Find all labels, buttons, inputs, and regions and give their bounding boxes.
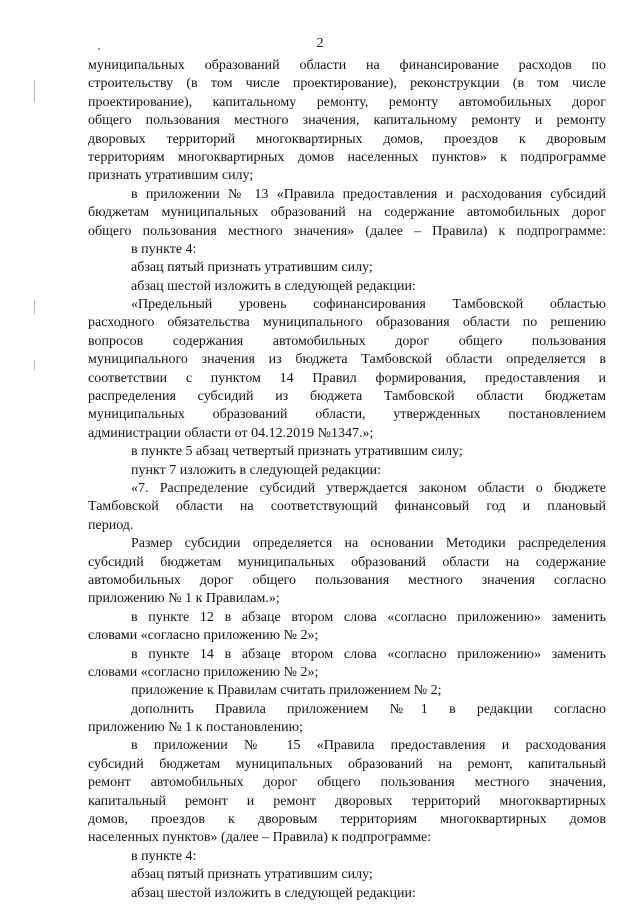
text-line: в пункте 4: — [131, 241, 197, 257]
text-line: в пункте 12 в абзаце втором слова «согласно приложению» заменить — [131, 609, 606, 625]
text-line: муниципального значения из бюджета Тамбовской области определяется в — [88, 352, 606, 368]
text-line: вопросов содержания автомобильных дорог общего пользования — [88, 333, 606, 349]
text-line: расходного обязательства муниципального образования области по решению — [88, 315, 606, 331]
text-line: субсидий бюджетам муниципальных образований на ремонт, капитальный — [88, 756, 606, 772]
page-number: 2 — [316, 36, 324, 51]
text-line: в пункте 4: — [131, 848, 197, 864]
text-line: территориям многоквартирных домов населенных пунктов» к подпрограмме — [88, 149, 606, 165]
text-line: абзац пятый признать утратившим силу; — [131, 867, 373, 883]
text-line: приложению № 1 к Правилам.»; — [88, 591, 280, 607]
text-line: абзац пятый признать утратившим силу; — [131, 260, 373, 276]
text-line: капитальный ремонт и ремонт дворовых территорий многоквартирных — [88, 793, 606, 809]
text-line: словами «согласно приложению № 2»; — [88, 628, 319, 644]
text-line: «Предельный уровень софинансирования Тамбовской областью — [131, 297, 606, 313]
text-line: муниципальных образований области, утвержденных постановлением — [88, 407, 606, 423]
text-line: муниципальных образований области на финансирование расходов по — [88, 58, 606, 73]
text-line: администрации области от 04.12.2019 №1347.»; — [88, 425, 374, 441]
text-line: населенных пунктов» (далее – Правила) к подпрограмме: — [88, 830, 432, 846]
text-line: период. — [88, 517, 134, 533]
text-line: приложение к Правилам считать приложением № 2; — [131, 683, 442, 699]
text-line: в пункте 5 абзац четвертый признать утратившим силу; — [131, 444, 463, 460]
text-line: абзац шестой изложить в следующей редакции: — [131, 885, 416, 901]
scan-margin-mark — [34, 300, 35, 314]
text-line: в приложении № 15 «Правила предоставления и расходования — [131, 738, 606, 754]
text-line: домов, проездов к дворовым территориям многоквартирных домов — [88, 812, 606, 828]
text-line: распределения субсидий из бюджета Тамбовской области бюджетам — [88, 389, 606, 405]
text-line: пункт 7 изложить в следующей редакции: — [131, 462, 381, 478]
text-line: автомобильных дорог общего пользования местного значения согласно — [88, 572, 606, 588]
text-line: в приложении № 13 «Правила предоставления и расходования субсидий — [131, 186, 606, 202]
scan-margin-mark — [34, 360, 35, 370]
text-line: Тамбовской области на соответствующий финансовый год и плановый — [88, 499, 606, 515]
scan-margin-mark — [34, 80, 35, 102]
text-line: проектирование), капитальному ремонту, ремонту автомобильных дорог — [88, 94, 606, 110]
text-line: дворовых территорий многоквартирных домов, проездов к дворовым — [88, 131, 606, 147]
text-line: признать утратившим силу; — [88, 168, 254, 184]
text-line: общего пользования местного значения» (далее – Правила) к подпрограмме: — [88, 223, 606, 239]
text-line: «7. Распределение субсидий утверждается законом области о бюджете — [131, 480, 606, 496]
document-body — [88, 57, 606, 903]
text-line: общего пользования местного значения, капитальному ремонту и ремонту — [88, 113, 606, 129]
text-line: дополнить Правила приложением №1 в редакции согласно — [131, 701, 606, 717]
text-line: Размер субсидии определяется на основании Методики распределения — [131, 536, 606, 552]
text-line: приложению № 1 к постановлению; — [88, 720, 303, 736]
text-line: ремонт автомобильных дорог общего пользования местного значения, — [88, 775, 606, 791]
text-line: соответствии с пунктом 14 Правил формирования, предоставления и — [88, 370, 606, 386]
text-line: абзац шестой изложить в следующей редакции: — [131, 278, 416, 294]
text-line: словами «согласно приложению № 2»; — [88, 664, 319, 680]
text-line: строительству (в том числе проектирование), реконструкции (в том числе — [88, 76, 606, 92]
text-line: бюджетам муниципальных образований на содержание автомобильных дорог — [88, 205, 606, 221]
text-line: в пункте 14 в абзаце втором слова «согласно приложению» заменить — [131, 646, 606, 662]
text-line: субсидий бюджетам муниципальных образований области на содержание — [88, 554, 606, 570]
